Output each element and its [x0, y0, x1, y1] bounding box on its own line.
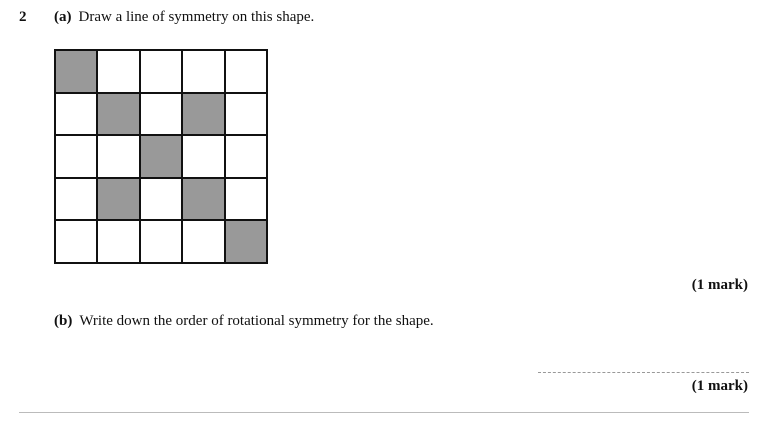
part-a-label: (a): [54, 9, 72, 25]
grid-cell-empty: [140, 220, 182, 263]
symmetry-shape-grid[interactable]: [54, 49, 268, 264]
grid-cell-empty: [140, 50, 182, 93]
grid-cell-empty: [182, 50, 224, 93]
grid-cell-empty: [97, 220, 139, 263]
part-b-text: Write down the order of rotational symmetry for the shape.: [79, 313, 434, 329]
grid-cell-shaded: [97, 93, 139, 136]
part-a-text: Draw a line of symmetry on this shape.: [78, 9, 315, 25]
part-a-prompt: [54, 9, 314, 26]
grid-cell-empty: [97, 50, 139, 93]
part-b-marks: (1 mark): [691, 378, 748, 394]
grid-cell-empty: [182, 135, 224, 178]
grid-cell-empty: [225, 50, 267, 93]
grid-cell-shaded: [140, 135, 182, 178]
grid-cell-empty: [225, 135, 267, 178]
part-b-answer-line[interactable]: [538, 372, 749, 373]
grid-cell-empty: [225, 178, 267, 221]
grid-cell-empty: [55, 135, 97, 178]
grid-cell-empty: [97, 135, 139, 178]
grid-cell-empty: [55, 178, 97, 221]
part-b-label: (b): [54, 313, 73, 329]
grid-cell-empty: [140, 93, 182, 136]
grid-cell-shaded: [225, 220, 267, 263]
grid-cell-empty: [55, 93, 97, 136]
page-divider: [19, 412, 749, 413]
grid-cell-shaded: [97, 178, 139, 221]
grid-cell-empty: [225, 93, 267, 136]
grid-cell-shaded: [55, 50, 97, 93]
part-a-marks: (1 mark): [691, 277, 748, 293]
grid-cell-shaded: [182, 178, 224, 221]
grid-cell-empty: [182, 220, 224, 263]
grid-cell-shaded: [182, 93, 224, 136]
grid-cell-empty: [55, 220, 97, 263]
part-b-prompt: [54, 313, 434, 330]
grid-cell-empty: [140, 178, 182, 221]
question-number: 2: [19, 9, 27, 25]
